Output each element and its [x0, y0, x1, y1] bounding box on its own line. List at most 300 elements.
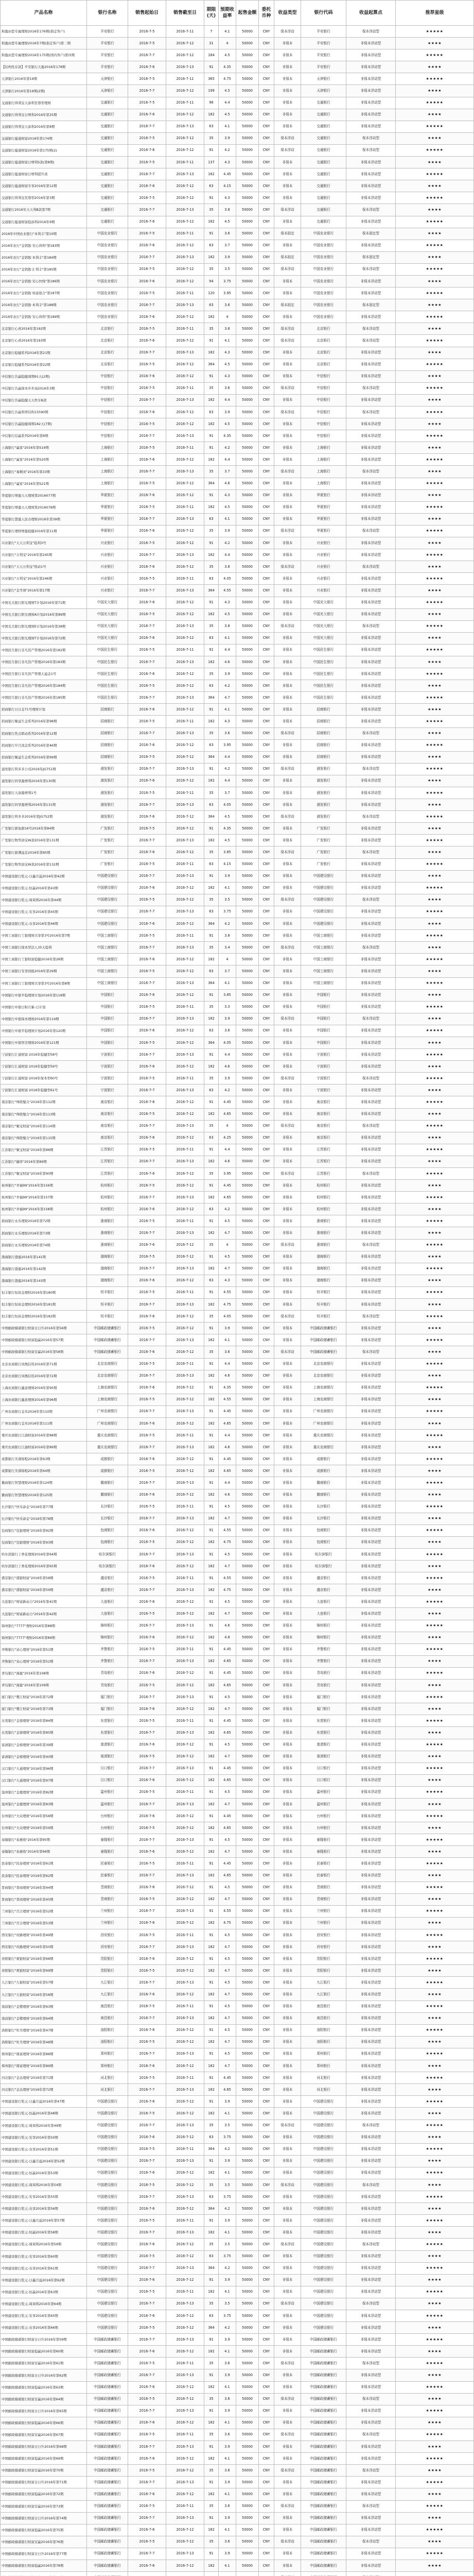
col-product-name-cell: 中信银行共赢稳健天天快车B款 — [1, 394, 87, 406]
col-yield-category-cell: 非保本浮动型 — [346, 2215, 396, 2227]
col-sale-end-cell: 2016-7-12 — [166, 1632, 204, 1643]
col-yield-category-cell: 保本浮动型 — [346, 1120, 396, 1132]
col-currency-cell: CNY — [259, 228, 274, 240]
col-currency-cell: CNY — [259, 204, 274, 216]
col-sale-start-cell: 2016-7-5 — [128, 1680, 166, 1691]
col-sale-end-cell: 2016-7-12 — [166, 1965, 204, 1977]
table-row — [1, 478, 474, 489]
col-yield-type-cell: 非保本 — [274, 2096, 301, 2108]
col-expected-yield-cell: 3.5 — [219, 263, 236, 275]
col-yield-type-cell: 非保本 — [274, 1215, 301, 1227]
col-currency-cell: CNY — [259, 418, 274, 430]
col-yield-category-cell: 保本浮动型 — [346, 204, 396, 216]
col-currency-cell: CNY — [259, 620, 274, 632]
col-sale-end-cell: 2016-7-12 — [166, 1465, 204, 1477]
col-expected-yield-cell: 4.1 — [219, 632, 236, 644]
col-product-name-cell: 泰隆银行"泰惠收"2016年第95期 — [1, 1834, 87, 1846]
col-bank-code-cell: 中国工商银行 — [301, 965, 346, 977]
col-min-amount-cell: 50000 — [236, 1168, 259, 1180]
col-product-name-cell: 民泰银行"民泰理财"2016年第62期 — [1, 1870, 87, 1882]
col-yield-type-cell: 非保本 — [274, 1703, 301, 1715]
col-product-name-cell: 天津银行2016年第19期 — [1, 73, 87, 85]
col-rating-cell: ★★★★★ — [396, 2167, 474, 2179]
col-rating-cell: ★★★★ — [396, 157, 474, 168]
col-currency-cell: CNY — [259, 1311, 274, 1323]
col-yield-category-cell: 非保本浮动型 — [346, 1417, 396, 1429]
col-min-amount-cell: 50000 — [236, 585, 259, 597]
col-sale-end-cell: 2016-7-12 — [166, 632, 204, 644]
table-row — [1, 1120, 474, 1132]
col-min-amount-cell: 50000 — [236, 299, 259, 311]
col-yield-category-cell: 保本浮动型 — [346, 2179, 396, 2191]
col-sale-end-cell: 2016-7-12 — [166, 882, 204, 894]
col-rating-cell: ★★★★★ — [396, 216, 474, 228]
col-expected-yield-cell: 4.1 — [219, 1334, 236, 1346]
col-yield-type-cell: 非保本 — [274, 1655, 301, 1667]
col-currency-cell: CNY — [259, 1893, 274, 1905]
col-sale-start-cell: 2016-7-6 — [128, 1275, 166, 1286]
col-yield-type-cell: 非保本 — [274, 1251, 301, 1263]
col-min-amount-cell: 50000 — [236, 2453, 259, 2465]
col-term-days-cell: 35 — [204, 263, 219, 275]
col-term-days-cell: 182 — [204, 2060, 219, 2072]
col-bank-name-cell: 天津银行 — [87, 85, 128, 97]
col-rating-cell: ★★★★★ — [396, 1882, 474, 1893]
col-bank-code-cell: 中国建设银行 — [301, 894, 346, 906]
col-rating-cell: ★★★★ — [396, 2346, 474, 2358]
col-term-days-cell: 35 — [204, 1001, 219, 1013]
col-bank-code-cell: 渤海银行 — [301, 1251, 346, 1263]
col-yield-type-cell: 非保本 — [274, 2131, 301, 2143]
col-term-days-cell: 35 — [204, 846, 219, 858]
col-currency-cell: CNY — [259, 1370, 274, 1382]
col-yield-type-cell: 保本浮动 — [274, 144, 301, 156]
col-bank-name-cell: 交通银行 — [87, 121, 128, 132]
col-currency-cell: CNY — [259, 1536, 274, 1548]
col-sale-end-cell: 2016-7-12 — [166, 335, 204, 347]
col-currency-cell: CNY — [259, 2417, 274, 2429]
col-sale-start-cell: 2016-7-6 — [128, 2131, 166, 2143]
col-expected-yield-cell: 4.2 — [219, 763, 236, 775]
col-min-amount-cell: 50000 — [236, 394, 259, 406]
col-expected-yield-cell: 4.7 — [219, 1989, 236, 2001]
col-product-name-cell: 恒丰银行恒裕金理财2016年第180期 — [1, 1286, 87, 1298]
table-row — [1, 2072, 474, 2084]
col-product-name-cell: 渤海银行渤盈2016年第143期 — [1, 1275, 87, 1286]
col-bank-code-cell: 渤海银行 — [301, 1275, 346, 1286]
col-yield-category-cell: 非保本浮动型 — [346, 109, 396, 121]
col-rating-cell: ★★★★★ — [396, 454, 474, 466]
col-yield-type-cell: 非保本 — [274, 1061, 301, 1073]
col-product-name-cell: 重庆农商银行江渝财富2016年第89期 — [1, 1442, 87, 1453]
table-row — [1, 1180, 474, 1192]
col-yield-category-cell: 非保本浮动型 — [346, 680, 396, 692]
col-currency-cell: CNY — [259, 2108, 274, 2120]
col-currency-cell: CNY — [259, 370, 274, 382]
col-sale-end-cell: 2016-7-12 — [166, 1774, 204, 1786]
col-expected-yield-cell: 4.4 — [219, 1477, 236, 1489]
col-currency-cell: CNY — [259, 1596, 274, 1608]
col-sale-start-cell: 2016-7-7 — [128, 2012, 166, 2024]
col-rating-cell: ★★★★ — [396, 489, 474, 501]
col-sale-end-cell: 2016-7-12 — [166, 846, 204, 858]
col-bank-code-cell: 中国邮政储蓄银行 — [301, 2536, 346, 2548]
table-row — [1, 739, 474, 751]
col-rating-cell: ★★★★ — [396, 2298, 474, 2310]
col-currency-cell: CNY — [259, 2048, 274, 2060]
col-sale-end-cell: 2016-7-13 — [166, 2262, 204, 2274]
col-bank-name-cell: 中国邮政储蓄银行 — [87, 1334, 128, 1346]
col-yield-type-cell: 非保本 — [274, 1084, 301, 1096]
col-yield-category-cell: 非保本浮动型 — [346, 454, 396, 466]
col-bank-code-cell: 平安银行 — [301, 26, 346, 38]
table-row — [1, 2096, 474, 2108]
col-rating-cell: ★★★★★ — [396, 2143, 474, 2155]
col-min-amount-cell: 50000 — [236, 1536, 259, 1548]
col-sale-end-cell: 2016-7-13 — [166, 1370, 204, 1382]
col-min-amount-cell: 50000 — [236, 1382, 259, 1394]
col-sale-start-cell: 2016-7-6 — [128, 1596, 166, 1608]
col-product-name-cell: 中国建设银行乾元-恒赢2016年第53期 — [1, 2167, 87, 2179]
col-yield-type-cell: 非保本 — [274, 347, 301, 359]
col-bank-name-cell: 江苏银行 — [87, 1168, 128, 1180]
col-bank-code-cell: 青岛银行 — [301, 1667, 346, 1679]
col-bank-name-cell: 中国民生银行 — [87, 680, 128, 692]
col-yield-type-cell: 非保本 — [274, 1882, 301, 1893]
col-sale-end-cell: 2016-7-13 — [166, 1405, 204, 1417]
col-currency-cell: CNY — [259, 466, 274, 478]
col-rating-cell: ★★★★★ — [396, 2524, 474, 2536]
col-rating-cell: ★★★★ — [396, 1798, 474, 1810]
col-product-name-cell: 中国邮政储蓄银行财富稳赢2016年第60期 — [1, 2346, 87, 2358]
col-rating-cell: ★★★★ — [396, 1893, 474, 1905]
col-bank-code-cell: 华夏银行 — [301, 513, 346, 525]
col-term-days-cell: 91 — [204, 1929, 219, 1941]
col-yield-type-cell: 非保本 — [274, 954, 301, 965]
col-sale-start-cell: 2016-7-5 — [128, 858, 166, 870]
col-sale-end-cell: 2016-7-12 — [166, 2036, 204, 2048]
col-rating-cell: ★★★★★ — [396, 2453, 474, 2465]
col-bank-name-cell: 中国邮政储蓄银行 — [87, 2500, 128, 2512]
col-bank-code-cell: 民泰银行 — [301, 1870, 346, 1882]
col-product-name-cell: 上海银行"赢家"2016年第S19期 — [1, 442, 87, 454]
col-yield-type-cell: 非保本 — [274, 1786, 301, 1798]
col-sale-end-cell: 2016-7-13 — [166, 1013, 204, 1025]
col-sale-end-cell: 2016-7-13 — [166, 549, 204, 561]
col-currency-cell: CNY — [259, 1822, 274, 1834]
col-min-amount-cell: 50000 — [236, 1156, 259, 1167]
col-term-days-cell: 63 — [204, 180, 219, 192]
col-bank-name-cell: 中国建设银行 — [87, 2274, 128, 2286]
col-bank-code-cell: 西安银行 — [301, 1941, 346, 1953]
col-currency-cell: CNY — [259, 1572, 274, 1584]
col-currency-cell: CNY — [259, 38, 274, 49]
col-rating-cell: ★★★★ — [396, 2108, 474, 2120]
col-min-amount-cell: 50000 — [236, 2155, 259, 2167]
col-bank-name-cell: 中国邮政储蓄银行 — [87, 2393, 128, 2405]
col-rating-cell: ★★★★★ — [396, 1572, 474, 1584]
col-bank-name-cell: 中国银行 — [87, 1037, 128, 1048]
col-sale-end-cell: 2016-7-13 — [166, 727, 204, 739]
col-rating-cell: ★★★★★ — [396, 1596, 474, 1608]
col-term-days-cell: 182 — [204, 1655, 219, 1667]
col-product-name-cell: 盛京银行"盛银财富"2016年第59期 — [1, 1584, 87, 1596]
col-sale-start-cell: 2016-7-6 — [128, 1168, 166, 1180]
col-sale-end-cell: 2016-7-13 — [166, 168, 204, 180]
col-sale-start-cell: 2016-7-7 — [128, 1227, 166, 1239]
col-expected-yield-cell: 3.8 — [219, 930, 236, 942]
col-bank-code-cell: 兴业银行 — [301, 585, 346, 597]
col-yield-category-cell: 非保本浮动型 — [346, 549, 396, 561]
col-sale-end-cell: 2016-7-13 — [166, 2227, 204, 2239]
col-min-amount-cell: 50000 — [236, 1549, 259, 1561]
col-bank-name-cell: 北京农商银行 — [87, 1358, 128, 1370]
col-sale-end-cell: 2016-7-11 — [166, 26, 204, 38]
col-bank-code-cell: 南昌银行 — [301, 2001, 346, 2012]
col-min-amount-cell: 50000 — [236, 144, 259, 156]
col-yield-type-cell: 非保本 — [274, 513, 301, 525]
col-expected-yield-cell: 4.45 — [219, 168, 236, 180]
col-yield-category-cell: 非保本浮动型 — [346, 1655, 396, 1667]
col-sale-start-cell: 2016-7-7 — [128, 1655, 166, 1667]
col-bank-code-cell: 中国建设银行 — [301, 2203, 346, 2215]
col-product-name-header: 产品名称 — [1, 1, 87, 26]
col-yield-type-cell: 非保本 — [274, 751, 301, 763]
col-expected-yield-cell: 4.1 — [219, 2417, 236, 2429]
col-yield-category-cell: 非保本浮动型 — [346, 918, 396, 930]
col-min-amount-cell: 50000 — [236, 1275, 259, 1286]
col-bank-name-cell: 中国建设银行 — [87, 2250, 128, 2262]
table-row — [1, 1680, 474, 1691]
col-rating-cell: ★★★★★ — [396, 858, 474, 870]
col-product-name-cell: 2016年农行"金钥匙·安心快线"第186期 — [1, 275, 87, 287]
table-row — [1, 644, 474, 656]
col-term-days-cell: 96 — [204, 97, 219, 109]
col-term-days-cell: 91 — [204, 1905, 219, 1917]
col-bank-name-cell: 中国农业银行 — [87, 299, 128, 311]
col-sale-end-cell: 2016-7-12 — [166, 1204, 204, 1215]
col-bank-name-cell: 中国建设银行 — [87, 906, 128, 918]
col-expected-yield-cell: 4.4 — [219, 1358, 236, 1370]
col-term-days-cell: 91 — [204, 1834, 219, 1846]
col-sale-end-cell: 2016-7-12 — [166, 1810, 204, 1822]
col-sale-end-cell: 2016-7-12 — [166, 537, 204, 549]
col-yield-category-cell: 非保本浮动型 — [346, 2334, 396, 2346]
col-bank-name-cell: 中国邮政储蓄银行 — [87, 2441, 128, 2453]
col-sale-start-cell: 2016-7-5 — [128, 1822, 166, 1834]
col-sale-start-cell: 2016-7-5 — [128, 1001, 166, 1013]
col-sale-end-cell: 2016-7-12 — [166, 49, 204, 61]
col-currency-cell: CNY — [259, 1620, 274, 1632]
col-yield-type-cell: 非保本 — [274, 1691, 301, 1703]
col-product-name-cell: 北京农商银行凤凰信用2016年第71期 — [1, 1358, 87, 1370]
col-currency-cell: CNY — [259, 2298, 274, 2310]
col-currency-cell: CNY — [259, 2072, 274, 2084]
col-product-name-cell: 2016年农行"金钥匙·本利丰"第188期 — [1, 299, 87, 311]
col-bank-name-cell: 中国建设银行 — [87, 2227, 128, 2239]
col-bank-name-cell: 中国建设银行 — [87, 882, 128, 894]
col-rating-cell: ★★★★★ — [396, 525, 474, 537]
col-product-name-cell: 温州银行"金鹿理财"2016年第83期 — [1, 1798, 87, 1810]
col-yield-category-cell: 非保本浮动型 — [346, 2548, 396, 2560]
col-product-name-cell: 中国建设银行乾元-恒赢2016年第58期 — [1, 2227, 87, 2239]
col-sale-end-cell: 2016-7-13 — [166, 1977, 204, 1989]
col-product-name-cell: 交通银行得利宝天添利至尊型理财 — [1, 97, 87, 109]
col-term-days-cell: 182 — [204, 168, 219, 180]
col-bank-code-cell: 宁波银行 — [301, 1061, 346, 1073]
col-currency-cell: CNY — [259, 26, 274, 38]
col-bank-name-cell: 中国邮政储蓄银行 — [87, 2334, 128, 2346]
col-bank-code-cell: 中国光大银行 — [301, 597, 346, 608]
col-product-name-cell: 中信银行共赢稳健周期91天(2期) — [1, 370, 87, 382]
col-min-amount-cell: 50000 — [236, 2096, 259, 2108]
col-yield-category-cell: 保本浮动型 — [346, 2393, 396, 2405]
col-min-amount-cell: 50000 — [236, 1037, 259, 1048]
col-yield-category-cell: 非保本浮动型 — [346, 1965, 396, 1977]
col-yield-category-cell: 保本浮动型 — [346, 382, 396, 394]
col-min-amount-cell: 50000 — [236, 1192, 259, 1204]
col-term-days-cell: 35 — [204, 1239, 219, 1251]
col-currency-cell: CNY — [259, 823, 274, 835]
col-yield-type-cell: 保本浮动 — [274, 2358, 301, 2369]
col-bank-name-cell: 兴业银行 — [87, 573, 128, 585]
col-min-amount-cell: 50000 — [236, 2179, 259, 2191]
col-yield-category-cell: 非保本浮动型 — [346, 2084, 396, 2096]
col-sale-start-cell: 2016-7-5 — [128, 2536, 166, 2548]
col-expected-yield-cell: 4.55 — [219, 1286, 236, 1298]
col-bank-name-cell: 南京银行 — [87, 1108, 128, 1120]
col-term-days-cell: 35 — [204, 132, 219, 144]
col-bank-code-cell: 中国邮政储蓄银行 — [301, 2488, 346, 2500]
col-currency-cell: CNY — [259, 263, 274, 275]
col-expected-yield-cell: 4.65 — [219, 1727, 236, 1739]
col-sale-start-cell: 2016-7-5 — [128, 2036, 166, 2048]
col-min-amount-cell: 50000 — [236, 1774, 259, 1786]
col-sale-start-cell: 2016-7-7 — [128, 2084, 166, 2096]
col-bank-code-cell: 中信银行 — [301, 430, 346, 442]
col-min-amount-cell: 50000 — [236, 466, 259, 478]
col-product-name-cell: 交通银行蕴通财富日增利S款(第8期) — [1, 157, 87, 168]
col-sale-end-cell: 2016-7-12 — [166, 240, 204, 251]
col-yield-type-cell: 非保本 — [274, 394, 301, 406]
col-sale-start-cell: 2016-7-6 — [128, 2488, 166, 2500]
col-sale-end-cell: 2016-7-12 — [166, 454, 204, 466]
table-row — [1, 109, 474, 121]
col-rating-cell: ★★★★ — [396, 1394, 474, 1405]
col-yield-type-cell: 非保本 — [274, 989, 301, 1001]
col-sale-end-cell: 2016-7-13 — [166, 1620, 204, 1632]
col-sale-start-cell: 2016-7-5 — [128, 1251, 166, 1263]
col-yield-category-cell: 非保本浮动型 — [346, 1227, 396, 1239]
col-bank-code-cell: 九江银行 — [301, 1989, 346, 2001]
col-bank-code-cell: 锦州银行 — [301, 1632, 346, 1643]
col-term-days-cell: 35 — [204, 1120, 219, 1132]
col-expected-yield-cell: 3.6 — [219, 2536, 236, 2548]
col-expected-yield-cell: 4.2 — [219, 680, 236, 692]
table-row — [1, 2512, 474, 2524]
col-min-amount-cell: 50000 — [236, 2203, 259, 2215]
col-expected-yield-cell: 4.2 — [219, 1084, 236, 1096]
col-bank-code-cell: 中国农业银行 — [301, 299, 346, 311]
col-yield-type-cell: 保本浮动 — [274, 727, 301, 739]
col-term-days-cell: 182 — [204, 2108, 219, 2120]
col-yield-category-cell: 保本浮动型 — [346, 2500, 396, 2512]
col-min-amount-cell: 50000 — [236, 1941, 259, 1953]
col-yield-category-cell: 非保本浮动型 — [346, 2131, 396, 2143]
col-bank-code-cell: 泰隆银行 — [301, 1834, 346, 1846]
col-expected-yield-cell: 3.7 — [219, 787, 236, 799]
col-yield-category-cell: 非保本浮动型 — [346, 870, 396, 882]
col-bank-name-cell: 浦发银行 — [87, 799, 128, 811]
col-sale-start-cell: 2016-7-5 — [128, 537, 166, 549]
col-yield-type-cell: 非保本 — [274, 501, 301, 513]
col-currency-cell: CNY — [259, 251, 274, 263]
col-bank-name-cell: 兴业银行 — [87, 561, 128, 573]
col-currency-cell: CNY — [259, 1727, 274, 1739]
col-currency-cell: CNY — [259, 2096, 274, 2108]
col-bank-code-cell: 中国建设银行 — [301, 870, 346, 882]
col-rating-cell: ★★★★★ — [396, 1334, 474, 1346]
col-min-amount-cell: 50000 — [236, 311, 259, 323]
col-yield-category-cell: 非保本浮动型 — [346, 1501, 396, 1513]
col-term-days-cell: 31 — [204, 38, 219, 49]
col-product-name-cell: 渤海银行渤盈2016年第142期 — [1, 1263, 87, 1275]
table-row — [1, 1536, 474, 1548]
col-term-days-cell: 63 — [204, 240, 219, 251]
col-expected-yield-cell: 4.1 — [219, 2453, 236, 2465]
col-sale-start-cell: 2016-7-7 — [128, 1192, 166, 1204]
col-yield-type-cell: 非保本 — [274, 2488, 301, 2500]
col-min-amount-cell: 50000 — [236, 1346, 259, 1358]
col-expected-yield-cell: 4.3 — [219, 157, 236, 168]
col-expected-yield-cell: 3.5 — [219, 2179, 236, 2191]
col-sale-end-cell: 2016-7-13 — [166, 466, 204, 478]
col-rating-cell: ★★★★★ — [396, 644, 474, 656]
col-bank-name-cell: 中国民生银行 — [87, 656, 128, 668]
col-expected-yield-cell: 4.1 — [219, 335, 236, 347]
col-rating-cell: ★★★★ — [396, 1703, 474, 1715]
col-expected-yield-cell: 4.7 — [219, 1561, 236, 1572]
col-sale-start-header: 销售起始日 — [128, 1, 166, 26]
col-sale-start-cell: 2016-7-6 — [128, 370, 166, 382]
col-yield-category-cell: 保本浮动型 — [346, 525, 396, 537]
col-bank-code-cell: 中国银行 — [301, 1025, 346, 1037]
col-bank-code-cell: 浙商银行 — [301, 1239, 346, 1251]
col-bank-code-cell: 广发银行 — [301, 823, 346, 835]
col-expected-yield-cell: 4.45 — [219, 1715, 236, 1727]
col-bank-code-cell: 恒丰银行 — [301, 1286, 346, 1298]
col-sale-start-cell: 2016-7-7 — [128, 1120, 166, 1132]
col-currency-cell: CNY — [259, 644, 274, 656]
col-min-amount-cell: 50000 — [236, 49, 259, 61]
col-bank-code-cell: 北京银行 — [301, 347, 346, 359]
col-min-amount-cell: 50000 — [236, 930, 259, 942]
col-yield-category-cell: 保本固定型 — [346, 299, 396, 311]
col-product-name-cell: 浙商银行永乐理财2016年第74期 — [1, 1239, 87, 1251]
col-yield-category-cell: 保本浮动型 — [346, 763, 396, 775]
col-bank-name-cell: 华夏银行 — [87, 513, 128, 525]
col-bank-code-cell: 平安银行 — [301, 49, 346, 61]
col-yield-type-cell: 非保本 — [274, 1917, 301, 1929]
col-bank-code-cell: 汉口银行 — [301, 1774, 346, 1786]
col-bank-code-cell: 洛阳银行 — [301, 2024, 346, 2036]
col-term-days-cell: 91 — [204, 2048, 219, 2060]
col-term-days-cell: 91 — [204, 2369, 219, 2381]
col-sale-start-cell: 2016-7-7 — [128, 692, 166, 704]
col-min-amount-cell: 50000 — [236, 61, 259, 73]
col-yield-type-cell: 非保本 — [274, 2381, 301, 2393]
col-yield-category-cell: 保本固定型 — [346, 228, 396, 240]
